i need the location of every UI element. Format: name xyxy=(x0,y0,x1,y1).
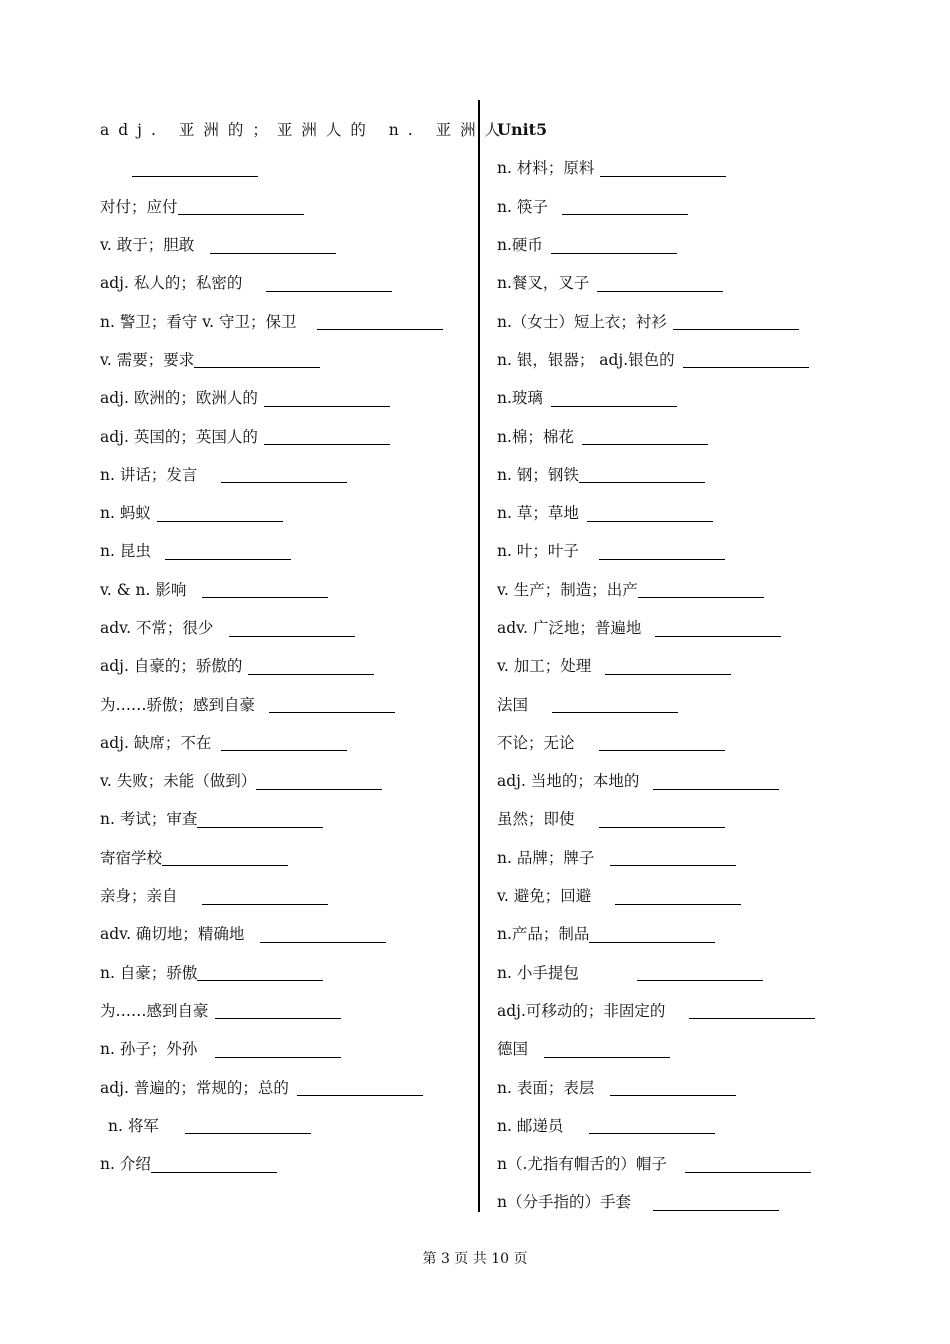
answer-blank[interactable] xyxy=(185,1115,311,1134)
right-column xyxy=(497,110,847,1221)
vocab-row xyxy=(100,301,470,339)
answer-blank[interactable] xyxy=(683,349,809,368)
vocab-prompt: adv. 确切地；精确地 xyxy=(100,925,245,944)
vocab-row xyxy=(100,263,470,301)
vocab-row xyxy=(497,1029,847,1067)
vocab-row xyxy=(100,570,470,608)
vocab-row xyxy=(497,416,847,454)
vocab-prompt: 为……感到自豪 xyxy=(100,1001,209,1020)
answer-blank[interactable] xyxy=(653,1192,779,1211)
answer-blank[interactable] xyxy=(202,886,328,905)
vocab-prompt: n. 邮递员 xyxy=(497,1116,564,1135)
vocab-prompt: adj. 普遍的；常规的；总的 xyxy=(100,1078,289,1097)
answer-blank[interactable] xyxy=(638,579,764,598)
vocab-row xyxy=(497,455,847,493)
answer-blank[interactable] xyxy=(685,1154,811,1173)
vocab-row xyxy=(497,531,847,569)
vocab-prompt: n. 介绍 xyxy=(100,1155,151,1174)
vocab-row xyxy=(497,187,847,225)
answer-blank[interactable] xyxy=(562,196,688,215)
vocab-prompt: n. 钢；钢铁 xyxy=(497,465,579,484)
vocab-row xyxy=(497,148,847,186)
vocab-prompt: v. 避免；回避 xyxy=(497,887,592,906)
vocab-row xyxy=(497,570,847,608)
vocab-row xyxy=(100,953,470,991)
answer-blank[interactable] xyxy=(579,464,705,483)
vocab-row xyxy=(497,646,847,684)
vocab-prompt: adj. 私人的；私密的 xyxy=(100,274,243,293)
vocab-row xyxy=(100,187,470,225)
answer-blank[interactable] xyxy=(210,235,336,254)
answer-blank[interactable] xyxy=(197,962,323,981)
answer-blank[interactable] xyxy=(132,158,258,177)
vocab-prompt: n. 将军 xyxy=(108,1116,159,1135)
vocab-row xyxy=(100,378,470,416)
answer-blank[interactable] xyxy=(317,311,443,330)
answer-blank[interactable] xyxy=(264,426,390,445)
vocab-row xyxy=(497,953,847,991)
unit-title: Unit5 xyxy=(497,119,548,139)
answer-blank[interactable] xyxy=(551,388,677,407)
answer-blank[interactable] xyxy=(264,388,390,407)
unit-heading-row xyxy=(497,110,847,148)
vocab-row xyxy=(100,684,470,722)
vocab-prompt: n.硬币 xyxy=(497,236,543,255)
vocab-prompt: adj. 欧洲的；欧洲人的 xyxy=(100,389,258,408)
vocab-row xyxy=(100,493,470,531)
vocab-row xyxy=(100,608,470,646)
answer-blank[interactable] xyxy=(655,618,781,637)
vocab-row xyxy=(497,340,847,378)
answer-blank[interactable] xyxy=(165,541,291,560)
vocab-prompt: v. 加工；处理 xyxy=(497,657,592,676)
answer-blank[interactable] xyxy=(599,809,725,828)
answer-blank[interactable] xyxy=(215,1000,341,1019)
vocab-prompt: n. 自豪；骄傲 xyxy=(100,963,198,982)
vocab-row xyxy=(497,263,847,301)
vocab-row xyxy=(100,991,470,1029)
vocab-row xyxy=(100,1144,470,1182)
vocab-prompt: 寄宿学校 xyxy=(100,848,163,867)
vocab-row xyxy=(100,1067,470,1105)
vocab-row xyxy=(497,799,847,837)
vocab-prompt: n. 表面；表层 xyxy=(497,1078,595,1097)
vocab-prompt: n.（女士）短上衣；衬衫 xyxy=(497,312,667,331)
vocab-prompt: adj.可移动的；非固定的 xyxy=(497,1001,666,1020)
answer-blank[interactable] xyxy=(589,924,715,943)
answer-blank[interactable] xyxy=(151,1154,277,1173)
vocab-prompt: n. 叶；叶子 xyxy=(497,542,579,561)
vocab-prompt: 不论；无论 xyxy=(497,733,575,752)
answer-blank[interactable] xyxy=(615,886,741,905)
answer-blank[interactable] xyxy=(297,1077,423,1096)
vocab-prompt: 为……骄傲；感到自豪 xyxy=(100,695,256,714)
vocab-row xyxy=(100,876,470,914)
answer-blank[interactable] xyxy=(256,771,382,790)
answer-blank[interactable] xyxy=(260,924,386,943)
vocab-prompt: 亲身；亲自 xyxy=(100,887,178,906)
page-number-footer: 第 3 页 共 10 页 xyxy=(422,1251,528,1267)
vocab-prompt: 对付；应付 xyxy=(100,197,178,216)
answer-blank[interactable] xyxy=(610,847,736,866)
vocab-row xyxy=(100,110,510,148)
answer-blank[interactable] xyxy=(269,694,395,713)
vocab-row xyxy=(497,684,847,722)
vocab-prompt: n. 银，银器； adj.银色的 xyxy=(497,350,675,369)
vocab-prompt: v. 需要；要求 xyxy=(100,350,195,369)
vocab-row xyxy=(100,914,470,952)
vocab-prompt: 法国 xyxy=(497,695,529,714)
vocab-row xyxy=(497,723,847,761)
vocab-prompt: v. 生产；制造；出产 xyxy=(497,580,638,599)
answer-blank[interactable] xyxy=(229,618,355,637)
answer-blank[interactable] xyxy=(266,273,392,292)
vocab-row xyxy=(497,301,847,339)
vocab-row xyxy=(497,225,847,263)
vocab-row xyxy=(100,531,470,569)
vocab-prompt: n. 蚂蚁 xyxy=(100,504,151,523)
vocab-row xyxy=(497,493,847,531)
column-divider xyxy=(478,100,480,1212)
vocab-prompt: adj. 当地的；本地的 xyxy=(497,772,640,791)
vocab-prompt: 虽然；即使 xyxy=(497,810,575,829)
answer-blank[interactable] xyxy=(215,1039,341,1058)
vocab-prompt: n.餐叉，叉子 xyxy=(497,274,590,293)
answer-blank[interactable] xyxy=(202,579,328,598)
vocab-prompt: n.玻璃 xyxy=(497,389,543,408)
vocab-row xyxy=(100,148,470,186)
vocab-row xyxy=(100,225,470,263)
vocab-row xyxy=(497,378,847,416)
answer-blank[interactable] xyxy=(589,1115,715,1134)
vocab-row xyxy=(497,1106,847,1144)
answer-blank[interactable] xyxy=(194,349,320,368)
left-column xyxy=(100,110,510,1182)
vocab-prompt: n. 筷子 xyxy=(497,197,548,216)
vocab-prompt: n. 材料；原料 xyxy=(497,159,595,178)
vocab-prompt: v. & n. 影响 xyxy=(100,580,187,599)
vocab-prompt: adj. 缺席；不在 xyxy=(100,733,212,752)
vocab-prompt: n.产品；制品 xyxy=(497,925,590,944)
vocab-row xyxy=(100,723,470,761)
answer-blank[interactable] xyxy=(653,771,779,790)
vocab-row xyxy=(100,1106,470,1144)
vocab-row xyxy=(100,416,470,454)
vocab-prompt: n（分手指的）手套 xyxy=(497,1193,631,1212)
vocab-row xyxy=(100,340,470,378)
answer-blank[interactable] xyxy=(221,464,347,483)
vocab-prompt: adv. 不常；很少 xyxy=(100,619,214,637)
answer-blank[interactable] xyxy=(197,809,323,828)
vocab-prompt: n. 警卫；看守 v. 守卫；保卫 xyxy=(100,312,297,331)
answer-blank[interactable] xyxy=(605,656,731,675)
vocab-prompt: n（.尤指有帽舌的）帽子 xyxy=(497,1155,667,1174)
vocab-prompt: n. 考试；审查 xyxy=(100,810,198,829)
vocab-row xyxy=(100,838,470,876)
vocab-row xyxy=(100,761,470,799)
answer-blank[interactable] xyxy=(599,541,725,560)
vocab-prompt: adj. 亚洲的；亚洲人的 n. 亚洲人 xyxy=(100,121,510,140)
answer-blank[interactable] xyxy=(600,158,726,177)
vocab-prompt: n.棉；棉花 xyxy=(497,427,574,446)
vocab-row xyxy=(497,876,847,914)
vocab-prompt: n. 小手提包 xyxy=(497,963,579,982)
vocab-row xyxy=(100,1029,470,1067)
vocab-row xyxy=(497,761,847,799)
vocab-row xyxy=(497,1067,847,1105)
vocab-prompt: n. 品牌；牌子 xyxy=(497,848,595,867)
answer-blank[interactable] xyxy=(597,273,723,292)
vocab-row xyxy=(497,608,847,646)
answer-blank[interactable] xyxy=(587,503,713,522)
vocab-prompt: adj. 自豪的；骄傲的 xyxy=(100,657,243,676)
vocab-row xyxy=(100,646,470,684)
vocab-row xyxy=(497,1182,847,1220)
answer-blank[interactable] xyxy=(582,426,708,445)
vocab-prompt: v. 敢于；胆敢 xyxy=(100,236,195,255)
answer-blank[interactable] xyxy=(673,311,799,330)
vocab-prompt: n. 孙子；外孙 xyxy=(100,1040,198,1059)
vocab-row xyxy=(100,455,470,493)
vocab-row xyxy=(497,838,847,876)
vocab-prompt: n. 昆虫 xyxy=(100,542,151,561)
answer-blank[interactable] xyxy=(610,1077,736,1096)
vocab-row xyxy=(100,799,470,837)
answer-blank[interactable] xyxy=(248,656,374,675)
answer-blank[interactable] xyxy=(178,196,304,215)
vocab-prompt: 德国 xyxy=(497,1040,529,1059)
answer-blank[interactable] xyxy=(162,847,288,866)
vocab-prompt: n. 讲话；发言 xyxy=(100,465,198,484)
answer-blank[interactable] xyxy=(637,962,763,981)
vocab-row xyxy=(497,1144,847,1182)
answer-blank[interactable] xyxy=(544,1039,670,1058)
vocab-row xyxy=(497,914,847,952)
vocab-prompt: adj. 英国的；英国人的 xyxy=(100,427,258,446)
vocab-prompt: v. 失败；未能（做到） xyxy=(100,772,257,791)
answer-blank[interactable] xyxy=(599,732,725,751)
vocab-row xyxy=(497,991,847,1029)
vocab-prompt: adv. 广泛地；普遍地 xyxy=(497,619,642,637)
answer-blank[interactable] xyxy=(689,1000,815,1019)
vocab-prompt: n. 草；草地 xyxy=(497,504,579,523)
answer-blank[interactable] xyxy=(551,235,677,254)
answer-blank[interactable] xyxy=(552,694,678,713)
answer-blank[interactable] xyxy=(221,732,347,751)
answer-blank[interactable] xyxy=(157,503,283,522)
